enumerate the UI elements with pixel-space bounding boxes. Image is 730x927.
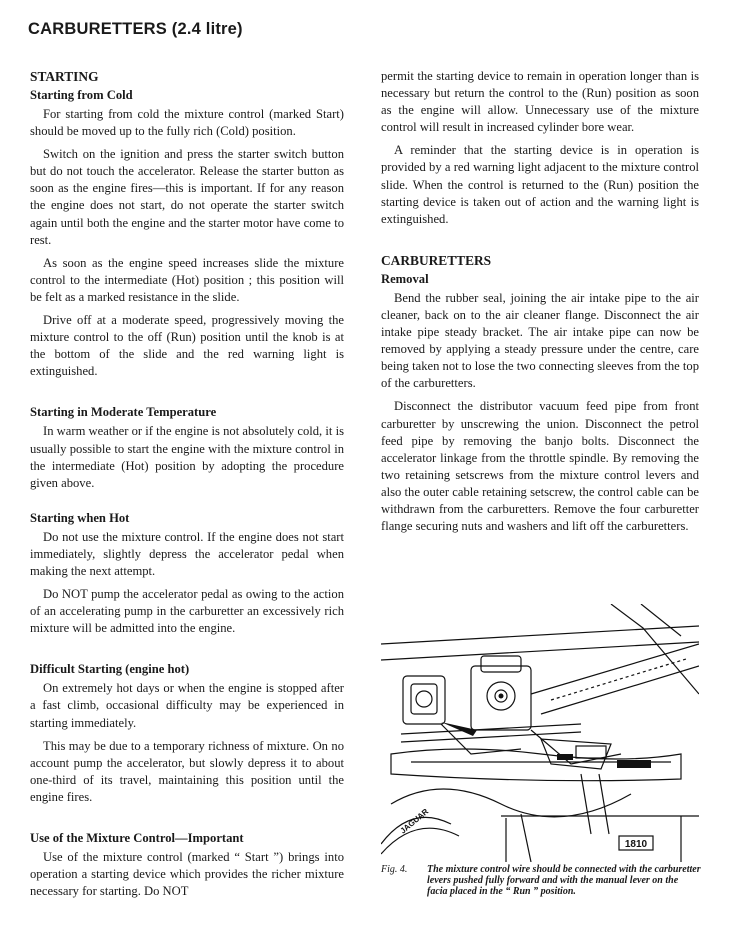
paragraph: A reminder that the starting device is in operation is provided by a red warning light adjacent to the mixture control slide. When the control is returned to the (Run) position the starting device is taken out of action and the warning light is extinguished.: [381, 143, 699, 226]
subheading-removal: Removal: [381, 271, 429, 286]
paragraph: Use of the mixture control (marked “ Start ”) brings into operation a starting device which provides the richer mixture necessary for starting. Do NOT: [30, 850, 344, 899]
engine-drawing: [381, 604, 699, 862]
paragraph: Do not use the mixture control. If the engine does not start immediately, slightly depress the accelerator pedal when making the next attempt.: [30, 529, 344, 578]
subheading-mixture-control: Use of the Mixture Control—Important: [30, 831, 244, 845]
figure-label: Fig. 4.: [381, 864, 408, 875]
left-column: [30, 68, 344, 906]
subheading-difficult-starting: Difficult Starting (engine hot): [30, 662, 190, 677]
paragraph: Bend the rubber seal, joining the air intake pipe to the air cleaner, back on to the air cleaner flange. Disconnect the air intake pipe steady bracket. The air intake pipe can now be removed by applying a steady pressure under the centre, care being taken not to lose the two connecting sleeves from the top of the carburetters.: [381, 290, 699, 391]
jaguar-label: JAGUAR: [398, 806, 431, 836]
section-heading-carburetters: CARBURETTERS: [381, 252, 492, 268]
figure-caption-text: The mixture control wire should be connected with the carburetter levers pushed fully forward and with the manual lever on the facia placed in the “ Run ” position.: [427, 864, 701, 897]
paragraph: As soon as the engine speed increases slide the mixture control to the intermediate (Hot) position ; this position will be felt as a marked resistance in the slide.: [30, 255, 344, 304]
paragraph: Switch on the ignition and press the starter switch button but do not touch the accelerator. Release the starter button as soon as the engine fires—this is important. If for any reason the engine does not start, do not operate the starter switch again until both the engine and the starter motor have come to rest.: [30, 147, 344, 247]
paragraph: Do NOT pump the accelerator pedal as owing to the action of an accelerating pump in the carburetter an excessively rich mixture will be admitted into the engine.: [30, 587, 344, 636]
carburetter-illustration: [381, 604, 699, 862]
paragraph: Disconnect the distributor vacuum feed pipe from front carburetter by unscrewing the union. Disconnect the petrol feed pipe by removing the banjo bolts. Disconnect the accelerator linkage from the throttle spindle. By removing the two retaining setscrews from the mixture control levers and also the outer cable retaining setscrew, the control cable can be withdrawn from the carburetters. Remove the four carburetter flange securing nuts and washers and lift off the carburetters.: [381, 399, 699, 534]
page-title: CARBURETTERS (2.4 litre): [28, 20, 243, 38]
subheading-starting-when-hot: Starting when Hot: [30, 510, 130, 525]
right-column: [381, 68, 699, 541]
paragraph: This may be due to a temporary richness of mixture. On no account pump the accelerator, but slowly depress it to about one-third of its travel, maintaining this position until the engine fires.: [30, 738, 344, 804]
paragraph: In warm weather or if the engine is not absolutely cold, it is usually possible to start the engine with the mixture control in the intermediate (Hot) position by adopting the procedure given above.: [30, 424, 344, 490]
section-heading-starting: STARTING: [30, 69, 99, 84]
subheading-moderate-temperature: Starting in Moderate Temperature: [30, 405, 217, 420]
figure-ref-number: 1810: [624, 839, 648, 850]
paragraph: Drive off at a moderate speed, progressively moving the mixture control to the off (Run) position until the knob is at the bottom of the slide and the red warning light is extinguished.: [30, 313, 344, 379]
paragraph: For starting from cold the mixture control (marked Start) should be moved up to the fully rich (Cold) position.: [30, 107, 344, 139]
paragraph: On extremely hot days or when the engine is stopped after a fast climb, occasional difficulty may be experienced in starting immediately.: [30, 681, 344, 730]
figure-caption: [381, 864, 701, 897]
subheading-starting-from-cold: Starting from Cold: [30, 88, 133, 102]
paragraph: permit the starting device to remain in operation longer than is necessary but return the control to the (Run) position as soon as the engine will allow. Unnecessary use of the mixture control will result in increased cylinder bore wear.: [381, 69, 699, 135]
